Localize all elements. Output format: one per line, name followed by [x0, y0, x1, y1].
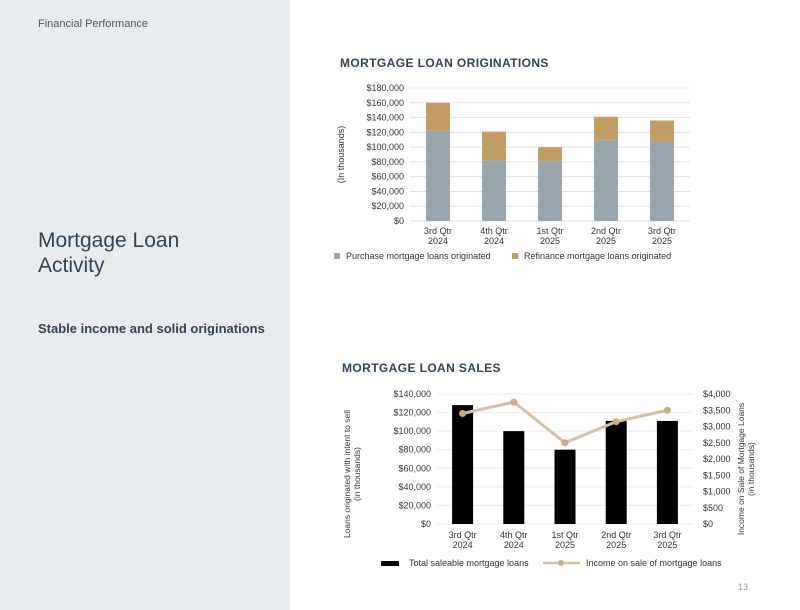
bar-refinance [594, 117, 618, 140]
y-axis-label: (In thousands) [336, 125, 346, 184]
x-tick-label: 2025 [651, 236, 673, 246]
legend-label-refinance: Refinance mortgage loans originated [524, 251, 672, 261]
y-tick-label: $20,000 [398, 500, 431, 511]
bar-saleable-loans [606, 421, 627, 524]
y-tick-label: $100,000 [393, 426, 431, 437]
y2-tick-label: $4,000 [703, 389, 731, 399]
legend-label-purchase: Purchase mortgage loans originated [346, 251, 491, 261]
section-label: Financial Performance [38, 18, 149, 30]
x-tick-label: 1st Qtr [551, 530, 579, 540]
bar-purchase [426, 131, 450, 221]
bar-purchase [482, 160, 506, 221]
y2-axis-label-line-2: (in thousands) [746, 442, 756, 496]
y-tick-label: $160,000 [366, 97, 404, 108]
y-tick-label: $180,000 [366, 83, 404, 93]
y-tick-label: $80,000 [398, 444, 431, 455]
bar-saleable-loans [503, 431, 524, 524]
y-tick-label: $140,000 [366, 112, 404, 123]
sales-chart [320, 383, 790, 593]
originations-chart-title: MORTGAGE LOAN ORIGINATIONS [340, 56, 549, 70]
y-axis-label-line-1: Loans originated with intent to sell [342, 409, 352, 539]
y2-tick-label: $1,000 [703, 486, 731, 497]
legend-swatch-refinance [512, 253, 518, 259]
x-tick-label: 4th Qtr [500, 530, 528, 540]
bar-purchase [594, 140, 618, 221]
bar-refinance [538, 147, 562, 161]
legend-label-saleable: Total saleable mortgage loans [409, 558, 529, 568]
y2-tick-label: $1,500 [703, 470, 731, 481]
x-tick-label: 2025 [595, 236, 617, 246]
y2-tick-label: $500 [703, 502, 724, 513]
x-tick-label: 2025 [606, 540, 627, 550]
x-tick-label: 3rd Qtr [653, 530, 682, 540]
x-tick-label: 3rd Qtr [647, 226, 677, 236]
x-tick-label: 3rd Qtr [448, 530, 477, 540]
x-tick-label: 2024 [452, 540, 473, 550]
x-tick-label: 2024 [427, 236, 449, 246]
originations-chart [320, 78, 700, 308]
income-point [459, 410, 466, 417]
legend-marker-income [558, 560, 564, 566]
slide-title-line-1: Mortgage Loan [38, 229, 180, 252]
y2-tick-label: $0 [703, 519, 714, 529]
slide-subtitle: Stable income and solid originations [38, 321, 265, 336]
y-tick-label: $0 [420, 519, 431, 529]
income-point [664, 407, 671, 414]
bar-purchase [538, 161, 562, 221]
x-tick-label: 2nd Qtr [590, 226, 622, 236]
x-tick-label: 3rd Qtr [423, 226, 453, 236]
income-point [510, 399, 517, 406]
y-tick-label: $40,000 [371, 186, 404, 197]
slide-title-line-2: Activity [38, 254, 105, 277]
x-tick-label: 2025 [657, 540, 678, 550]
bar-refinance [426, 103, 450, 131]
y2-tick-label: $2,500 [703, 437, 731, 448]
y-axis-label-line-2: (in thousands) [352, 447, 362, 501]
income-point [613, 418, 620, 425]
bar-purchase [650, 142, 674, 221]
legend-swatch-purchase [334, 253, 340, 259]
income-point [562, 439, 569, 446]
bar-refinance [650, 121, 674, 142]
x-tick-label: 2025 [539, 236, 561, 246]
y-tick-label: $20,000 [371, 201, 404, 212]
bar-saleable-loans [555, 450, 576, 524]
legend-swatch-saleable [381, 561, 399, 566]
y-tick-label: $0 [393, 216, 404, 226]
y2-tick-label: $3,500 [703, 405, 731, 416]
y-tick-label: $140,000 [393, 389, 431, 399]
x-tick-label: 1st Qtr [536, 226, 564, 236]
bar-refinance [482, 132, 506, 161]
y-tick-label: $120,000 [393, 407, 431, 418]
x-tick-label: 2025 [554, 540, 576, 550]
page-number: 13 [737, 582, 748, 592]
y-tick-label: $100,000 [366, 142, 404, 153]
x-tick-label: 4th Qtr [480, 226, 508, 236]
income-line [463, 402, 668, 443]
x-tick-label: 2nd Qtr [601, 530, 632, 540]
y-tick-label: $40,000 [398, 481, 431, 492]
sales-chart-title: MORTGAGE LOAN SALES [342, 361, 501, 375]
bar-saleable-loans [452, 405, 473, 524]
y2-axis-label-line-1: Income on Sale of Mortgage Loans [736, 402, 746, 536]
slide-title [38, 228, 268, 278]
bar-saleable-loans [657, 421, 678, 524]
y2-tick-label: $2,000 [703, 454, 731, 464]
y-tick-label: $80,000 [371, 156, 404, 167]
y-tick-label: $120,000 [366, 127, 404, 138]
y2-tick-label: $3,000 [703, 421, 731, 432]
y-tick-label: $60,000 [371, 171, 404, 182]
legend-label-income: Income on sale of mortgage loans [586, 558, 722, 568]
left-panel [0, 0, 290, 610]
y-tick-label: $60,000 [398, 463, 431, 474]
x-tick-label: 2024 [503, 540, 524, 550]
x-tick-label: 2024 [483, 236, 505, 246]
